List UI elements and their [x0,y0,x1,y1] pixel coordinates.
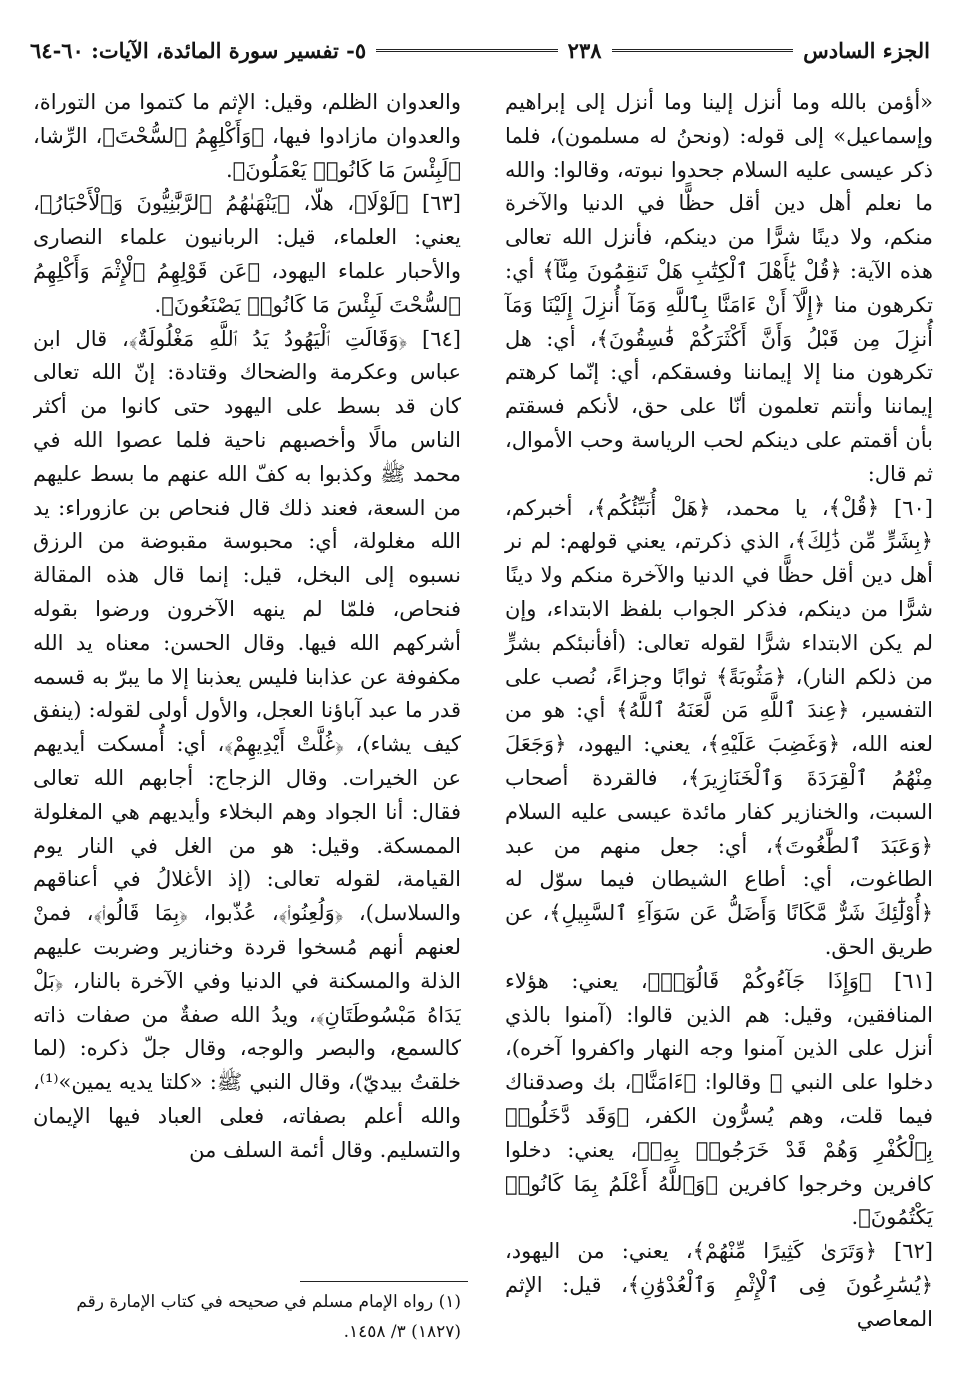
paragraph-verse-63: [٦٣] ﴿لَوْلَا﴾، هلّا، ﴿يَنْهَىٰهُمُ ٱلرَّبَّٰنِيُّونَ وَٱلْأَحْبَارُ﴾، يعني: العلماء، قيل: الربانيون علماء النصارى والأحبار علماء اليهود، ﴿عَن قَوْلِهِمُ ٱلْإِثْمَ وَأَكْلِهِمُ ٱلسُّحْتَ لَبِئْسَ مَا كَانُوا۟ يَصْنَعُونَ﴾. [33,191,461,317]
paragraph-verse-64: [٦٤] ﴿وَقَالَتِ ٱلْيَهُودُ يَدُ ٱللَّهِ مَغْلُولَةٌ﴾، قال ابن عباس وعكرمة والضحاك وقتادة: إنّ الله تعالى كان قد بسط على اليهود حتى كانوا من أكثر الناس مالًا وأخصبهم ناحية فلما عصوا الله في محمد ﷺ وكذبوا به كفّ الله عنهم ما بسط عليهم من السعة، فعند ذلك قال فنحاص بن عازوراء: يد الله مغلولة، أي: محبوسة مقبوضة من الرزق نسبوه إلى البخل، قيل: إنما قال هذه المقالة فنحاص، فلمّا لم ينهه الآخرون ورضوا بقوله أشركهم الله فيها. وقال الحسن: معناه يد الله مكفوفة عن عذابنا فليس يعذبنا إلا ما يبرّ به قسمه قدر ما عبد آباؤنا العجل، والأول أولى لقوله: (ينفق كيف يشاء)، ﴿غُلَّتْ أَيْدِيهِمْ﴾، أي: أُمسكت أيديهم عن الخيرات. وقال الزجاج: أجابهم الله تعالى فقال: أنا الجواد وهم البخلاء وأيديهم هي المغلولة الممسكة. وقيل: هو من الغل في النار يوم القيامة، لقوله تعالى: (إذ الأغلالُ في أعناقهم والسلاسل)، ﴿وَلُعِنُوا۟﴾، عُذّبوا، ﴿بِمَا قَالُوا۟﴾، فمنْ لعنهم أنهم مُسخوا قردة وخنازير وضربت عليهم الذلة والمسكنة في الدنيا وفي الآخرة بالنار، ﴿بَلْ يَدَاهُ مَبْسُوطَتَانِ﴾، ويدُ الله صفةٌ من صفات ذاته كالسمع، والبصر والوجه، وقال جلّ ذكره: (لما خلقتُ بيديّ)، وقال النبي ﷺ: «كلتا يديه يمين»⁽¹⁾، والله أعلم بصفاته، فعلى العباد فيها الإيمان والتسليم. وقال أئمة السلف من [33,326,461,1162]
paragraph: والعدوان الظلم، وقيل: الإثم ما كتموا من التوراة، والعدوان مازادوا فيها، ﴿وَأَكْلِهِمُ ٱلسُّحْتَ﴾، الرِّشا، ﴿لَبِئْسَ مَا كَانُوا۟ يَعْمَلُونَ﴾. [33,90,461,182]
paragraph-verse-61: [٦١] ﴿وَإِذَا جَآءُوكُمْ قَالُوٓا۟﴾، يعني: هؤلاء المنافقين، وقيل: هم الذين قالوا: (آمنوا بالذي أنزل على الذين آمنوا وجه النهار واكفروا آخره)، دخلوا على النبي ﷺ وقالوا: ﴿ءَامَنَّا﴾، بك وصدقناك فيما قلت، وهم يُسرُّون الكفر، ﴿وَقَد دَّخَلُوا۟ بِٱلْكُفْرِ وَهُمْ قَدْ خَرَجُوا۟ بِهِۦ﴾، يعني: دخلوا كافرين وخرجوا كافرين ﴿وَٱللَّهُ أَعْلَمُ بِمَا كَانُوا۟ يَكْتُمُونَ﴾. [505,968,933,1230]
paragraph: «أؤمن بالله وما أنزل إلينا وما أنزل إلى إبراهيم وإسماعيل» إلى قوله: (ونحنُ له مسلمون)، فلما ذكر عيسى عليه السلام جحدوا نبوته، وقالوا: والله ما نعلم أهل دين أقل حظًّا في الدنيا والآخرة منكم، ولا دينًا شرًّا من دينكم، فأنزل الله تعالى هذه الآية: ﴿قُلْ يَٰأَهْلَ ٱلْكِتَٰبِ هَلْ تَنقِمُونَ مِنَّآ﴾ أي: تكرهون منا ﴿إِلَّآ أَنْ ءَامَنَّا بِٱللَّهِ وَمَآ أُنزِلَ إِلَيْنَا وَمَآ أُنزِلَ مِن قَبْلُ وَأَنَّ أَكْثَرَكُمْ فَٰسِقُونَ﴾، أي: هل تكرهون منا إلا إيماننا وفسقكم، أي: إنّما كرهتم إيماننا وأنتم تعلمون أنّا على حق، لأنكم فسقتم بأن أقمتم على دينكم لحب الرياسة وحب الأموال، ثم قال: [505,90,933,486]
header-rule-right [612,49,794,52]
page-header [30,30,930,70]
part-label: الجزء السادس [803,37,930,63]
footnote: (١) رواه الإمام مسلم في صحيحه في كتاب الإمارة رقم (١٨٢٧) ٣/ ١٤٥٨. [76,1292,461,1342]
left-column [33,86,461,1251]
right-column [505,86,933,1336]
section-title: ٥- تفسير سورة المائدة، الآيات: ٦٠-٦٤ [30,37,367,63]
header-rule-left [376,49,558,52]
page-number: ٢٣٨ [567,37,602,63]
paragraph-verse-62: [٦٢] ﴿وَتَرَىٰ كَثِيرًا مِّنْهُمْ﴾، يعني: من اليهود، ﴿يُسَٰرِعُونَ فِى ٱلْإِثْمِ وَٱلْعُدْوَٰنِ﴾، قيل: الإثم المعاصي [505,1239,933,1331]
paragraph-verse-60: [٦٠] ﴿قُلْ﴾، يا محمد، ﴿هَلْ أُنَبِّئُكُم﴾، أخبركم، ﴿بِشَرٍّ مِّن ذَٰلِكَ﴾، الذي ذكرتم، يعني قولهم: لم نر أهل دين أقل حظًّا في الدنيا والآخرة منكم ولا دينًا شرًّا من دينكم، فذكر الجواب بلفظ الابتداء، وإن لم يكن الابتداء شرًّا لقوله تعالى: (أفأنبئكم بشرٍّ من ذلكم النار)، ﴿مَثُوبَةً﴾ ثوابًا وجزاءً، نُصب على التفسير، ﴿عِندَ ٱللَّهِ مَن لَّعَنَهُ ٱللَّهُ﴾ أي: هو من لعنه الله، ﴿وَغَضِبَ عَلَيْهِ﴾، يعني: اليهود، ﴿وَجَعَلَ مِنْهُمُ ٱلْقِرَدَةَ وَٱلْخَنَازِيرَ﴾، فالقردة أصحاب السبت، والخنازير كفار مائدة عيسى عليه السلام ﴿وَعَبَدَ ٱلطَّٰغُوتَ﴾، أي: جعل منهم من عبد الطاغوت، أي: أطاع الشيطان فيما سوّل له ﴿أُوْلَٰٓئِكَ شَرٌّ مَّكَانًا وَأَضَلُّ عَن سَوَآءِ ٱلسَّبِيلِ﴾، عن طريق الحق. [505,495,933,959]
footnote-divider [300,1281,468,1282]
